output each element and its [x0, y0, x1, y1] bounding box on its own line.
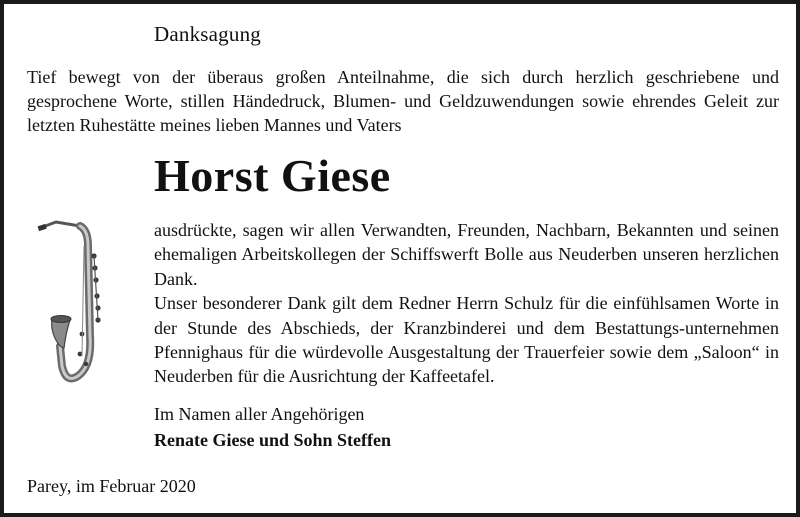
special-thanks-paragraph: Unser besonderer Dank gilt dem Redner Herrn Schulz für die einfühlsamen Worte in der Stunde des Abschieds, der Kranzbinderei und dem Bestattungs-unternehmen Pfennighaus für die würdevolle Ausgestaltung der Trauerfeier sowie dem „Saloon“ in Neuderben für die Ausrichtung der Kaffeetafel.	[154, 293, 779, 387]
thanks-paragraph: ausdrückte, sagen wir allen Verwandten, Freunden, Nachbarn, Bekannten und seinen ehemaligen Arbeitskollegen der Schiffswerft Bolle aus Neuderben unseren herzlichen Dank.	[154, 220, 779, 289]
signature-intro: Im Namen aller Angehörigen	[154, 404, 365, 424]
saxophone-icon	[36, 216, 126, 391]
signature-names: Renate Giese und Sohn Steffen	[154, 430, 392, 450]
deceased-name: Horst Giese	[154, 150, 391, 201]
thanks-body	[154, 218, 779, 389]
intro-paragraph: Tief bewegt von der überaus großen Anteilnahme, die sich durch herzlich geschriebene und gesprochene Worte, stillen Händedruck, Blumen- und Geldzuwendungen sowie ehrendes Geleit zur letzten Ruhestätte meines lieben Mannes und Vaters	[27, 67, 779, 135]
place-date: Parey, im Februar 2020	[27, 476, 196, 496]
notice-heading: Danksagung	[154, 22, 261, 46]
